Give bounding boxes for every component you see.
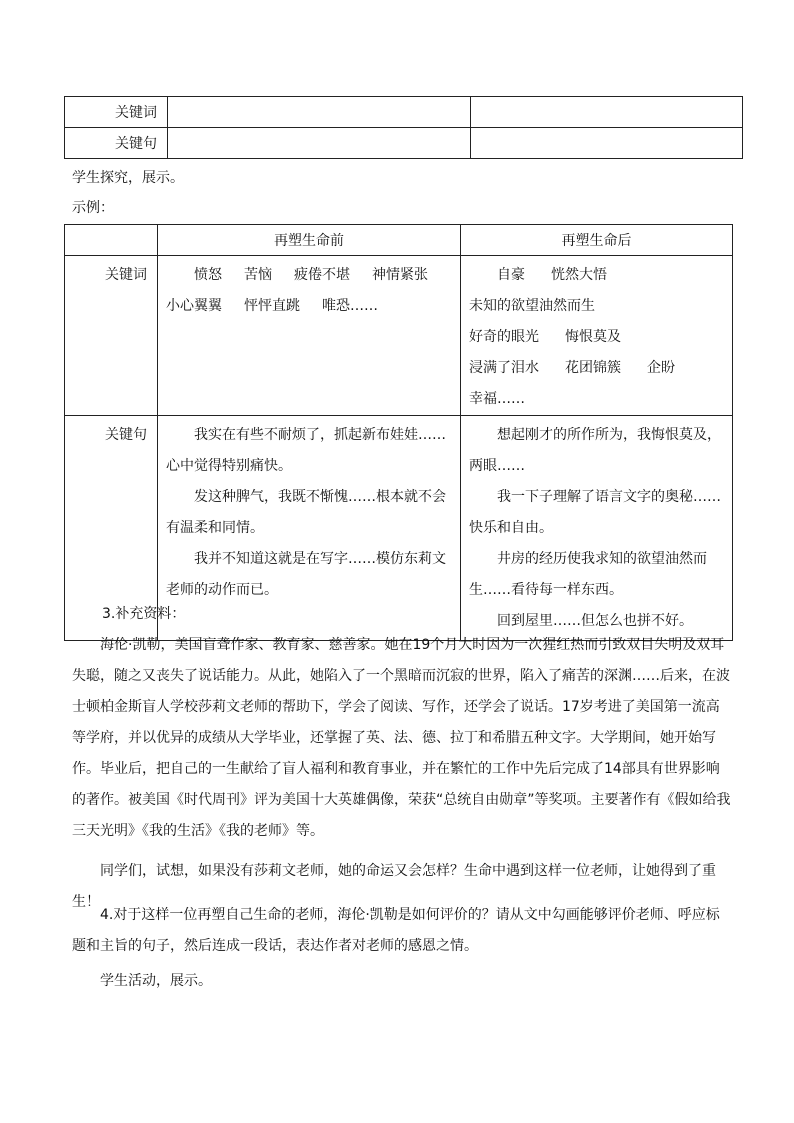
intro-line-2: 示例： xyxy=(72,200,114,216)
keyword: 神情紧张 xyxy=(372,267,428,283)
example-table xyxy=(64,224,733,641)
keyword: 怦怦直跳 xyxy=(244,298,300,314)
key-sentence: 回到屋里……但怎么也拼不好。 xyxy=(497,613,693,629)
table-row xyxy=(65,128,743,159)
table-header-row xyxy=(65,225,733,256)
keyword: 好奇的眼光 xyxy=(469,329,539,345)
section-4-paragraph: 4.对于这样一位再塑自己生命的老师，海伦·凯勒是如何评价的？请从文中勾画能够评价老师、呼应标题和主旨的句子，然后连成一段话，表达作者对老师的感恩之情。 xyxy=(72,907,720,954)
keywords-before-cell xyxy=(158,256,461,416)
key-sentence: 想起刚才的所作所为，我悔恨莫及，两眼…… xyxy=(469,427,721,474)
header-empty-cell xyxy=(65,225,158,256)
keyword: 企盼 xyxy=(647,360,675,376)
row-label-sentences: 关键句 xyxy=(65,128,168,159)
keyword: 悔恨莫及 xyxy=(565,329,621,345)
keyword: 自豪 xyxy=(497,267,525,283)
keyword: 未知的欲望油然而生 xyxy=(469,298,595,314)
keyword: 唯恐…… xyxy=(322,298,378,314)
table-row xyxy=(65,97,743,128)
section-3-title: 3.补充资料： xyxy=(102,606,186,622)
keyword: 浸满了泪水 xyxy=(469,360,539,376)
key-sentence: 发这种脾气，我既不惭愧……根本就不会有温柔和同情。 xyxy=(166,489,446,536)
intro-line-1: 学生探究，展示。 xyxy=(72,170,184,186)
row-label-sentences: 关键句 xyxy=(65,416,158,641)
closing-line: 学生活动，展示。 xyxy=(100,973,212,989)
keyword: 花团锦簇 xyxy=(565,360,621,376)
key-sentence: 我一下子理解了语言文字的奥秘……快乐和自由。 xyxy=(469,489,721,536)
blank-cell xyxy=(471,97,743,128)
keyword: 幸福…… xyxy=(469,391,525,407)
key-sentence: 我实在有些不耐烦了，抓起新布娃娃……心中觉得特别痛快。 xyxy=(166,427,446,474)
key-sentence: 我并不知道这就是在写字……模仿东莉文老师的动作而已。 xyxy=(166,551,446,598)
keyword: 小心翼翼 xyxy=(166,298,222,314)
blank-cell xyxy=(168,97,471,128)
blank-cell xyxy=(168,128,471,159)
keyword: 愤怒 xyxy=(194,267,222,283)
row-label-keywords: 关键词 xyxy=(65,97,168,128)
row-label-keywords: 关键词 xyxy=(65,256,158,416)
section-3-paragraph: 海伦·凯勒，美国盲聋作家、教育家、慈善家。她在19个月大时因为一次猩红热而引致双目失明及双耳失聪，随之又丧失了说话能力。从此，她陷入了一个黑暗而沉寂的世界，陷入了痛苦的深渊……后来，在波士顿柏金斯盲人学校莎莉文老师的帮助下，学会了阅读、写作，还学会了说话。17岁考进了美国第一流高等学府，并以优异的成绩从大学毕业，还掌握了英、法、德、拉丁和希腊五种文字。大学期间，她开始写作。毕业后，把自己的一生献给了盲人福利和教育事业，并在繁忙的工作中先后完成了14部具有世界影响的著作。被美国《时代周刊》评为美国十大英雄偶像，荣获“总统自由勋章”等奖项。主要著作有《假如给我三天光明》《我的生活》《我的老师》等。 xyxy=(72,637,731,839)
blank-cell xyxy=(471,128,743,159)
blank-table xyxy=(64,96,743,159)
question-paragraph: 同学们，试想，如果没有莎莉文老师，她的命运又会怎样？生命中遇到这样一位老师，让她得到了重生！ xyxy=(72,863,716,910)
keyword: 疲倦不堪 xyxy=(294,267,350,283)
header-before: 再塑生命前 xyxy=(158,225,461,256)
keyword: 恍然大悟 xyxy=(551,267,607,283)
key-sentence: 井房的经历使我求知的欲望油然而生……看待每一样东西。 xyxy=(469,551,707,598)
table-row xyxy=(65,256,733,416)
keyword: 苦恼 xyxy=(244,267,272,283)
header-after: 再塑生命后 xyxy=(461,225,733,256)
keywords-after-cell xyxy=(461,256,733,416)
